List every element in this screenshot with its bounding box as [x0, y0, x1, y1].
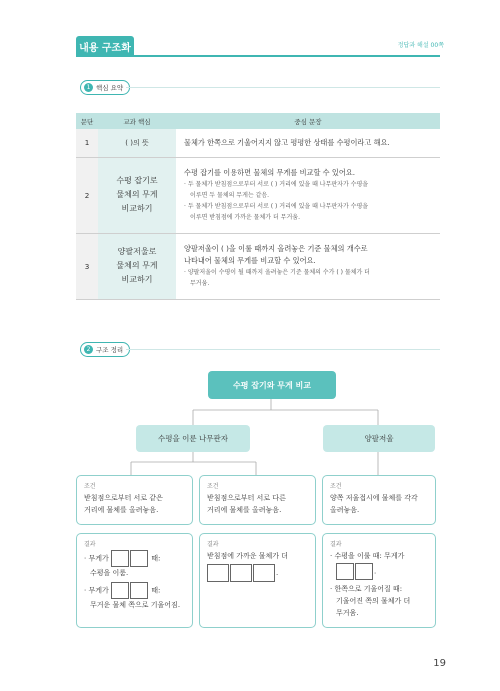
sub-point-cont: 이루면 받침점에 가까운 물체가 더 무거움. — [190, 214, 300, 221]
result-text: · 무게가 — [84, 586, 109, 595]
result-text: 때: — [151, 554, 161, 563]
main-sentence: 양팔저울이 ( )을 이룰 때까지 올려놓은 기준 물체의 개수로 — [184, 244, 368, 253]
result-text: · 무게가 — [84, 554, 109, 563]
condition-card-same-distance — [76, 475, 193, 525]
condition-text: 양쪽 저울접시에 물체를 각각 — [330, 494, 418, 502]
main-sentence: 수평 잡기를 이용하면 물체의 무게를 비교할 수 있어요. — [184, 168, 356, 177]
row-number: 1 — [76, 129, 98, 157]
answer-blank[interactable] — [253, 564, 275, 582]
row-main: 물체가 한쪽으로 기울어지지 않고 평평한 상태를 수평이라고 해요. — [176, 129, 440, 157]
condition-text: 받침점으로부터 서로 같은 — [84, 494, 163, 502]
diagram-right-head: 양팔저울 — [323, 425, 435, 452]
sub-point: · 두 물체가 받침점으로부터 서로 ( ) 거리에 있을 때 나무판자가 수평을 — [184, 203, 369, 210]
row-core-line: 양팔저울로 — [117, 247, 157, 256]
result-text: 때: — [151, 586, 161, 595]
condition-label: 조건 — [207, 483, 219, 490]
result-line — [207, 564, 308, 582]
answer-reference: 정답과 해설 00쪽 — [397, 42, 444, 49]
result-text: . — [276, 569, 279, 577]
result-line — [330, 563, 428, 580]
condition-label: 조건 — [330, 483, 342, 490]
page-number: 19 — [433, 658, 446, 669]
col-header-paragraph: 문단 — [76, 113, 98, 129]
row-core-line: 비교하기 — [121, 275, 153, 284]
row-core-line: 수평 잡기로 — [116, 176, 158, 185]
diagram-top-box: 수평 잡기와 무게 비교 — [208, 371, 336, 399]
section2-number: 2 — [84, 345, 93, 354]
condition-card-balance — [322, 475, 436, 525]
result-card-same-distance — [76, 533, 193, 628]
answer-blank[interactable] — [130, 582, 148, 599]
row-core-line: 비교하기 — [121, 204, 153, 213]
sub-point: · 두 물체가 받침점으로부터 서로 ( ) 거리에 있을 때 나무판자가 수평을 — [184, 181, 369, 188]
condition-label: 조건 — [84, 483, 96, 490]
row-number: 2 — [76, 157, 98, 233]
condition-text: 올려놓음. — [330, 506, 360, 514]
result-text: 받침점에 가까운 물체가 더 — [207, 552, 289, 560]
answer-blank[interactable] — [355, 563, 373, 580]
sub-point: · 양팔저울이 수평이 될 때까지 올려놓은 기준 물체의 수가 ( ) 물체가 더 — [184, 269, 370, 276]
result-label: 결과 — [207, 541, 219, 548]
answer-blank[interactable] — [130, 550, 148, 567]
result-card-balance — [322, 533, 436, 628]
diagram-left-head: 수평을 이룬 나무판자 — [136, 425, 250, 452]
row-core-line: 물체의 무게 — [116, 190, 158, 199]
result-text: 무거움. — [336, 609, 359, 617]
sub-point-cont: 이루면 두 물체의 무게는 같음. — [190, 192, 270, 199]
condition-text: 받침점으로부터 서로 다른 — [207, 494, 286, 502]
result-text: 수평을 이룸. — [90, 569, 129, 577]
row-number: 3 — [76, 233, 98, 299]
section1-number: 1 — [84, 83, 93, 92]
answer-blank[interactable] — [207, 564, 229, 582]
result-text: 무거운 물체 쪽으로 기울어짐. — [90, 601, 181, 609]
result-text: · 한쪽으로 기울어질 때: — [330, 585, 403, 593]
condition-card-different-distance — [199, 475, 316, 525]
result-line — [84, 550, 185, 567]
col-header-main: 중심 문장 — [176, 113, 440, 129]
section1-title: 핵심 요약 — [96, 84, 124, 92]
answer-blank[interactable] — [111, 582, 129, 599]
result-text: 기울어진 쪽의 물체가 더 — [336, 597, 411, 605]
result-text: . — [374, 567, 377, 576]
row-core-line: 물체의 무게 — [116, 261, 158, 270]
result-text: · 수평을 이룰 때: 무게가 — [330, 552, 405, 560]
result-label: 결과 — [84, 541, 96, 548]
answer-blank[interactable] — [111, 550, 129, 567]
section2-title: 구조 정리 — [96, 346, 124, 354]
answer-blank[interactable] — [230, 564, 252, 582]
main-sentence-cont: 나타내어 물체의 무게를 비교할 수 있어요. — [184, 256, 316, 265]
row-core: ( )의 뜻 — [98, 129, 176, 157]
result-line — [84, 582, 185, 599]
result-label: 결과 — [330, 541, 342, 548]
result-card-different-distance — [199, 533, 316, 628]
answer-blank[interactable] — [336, 563, 354, 580]
condition-text: 거리에 물체를 올려놓음. — [84, 506, 159, 514]
condition-text: 거리에 물체를 올려놓음. — [207, 506, 282, 514]
sub-point-cont: 무거움. — [190, 280, 210, 287]
section-tab-label: 내용 구조화 — [79, 42, 131, 54]
col-header-core: 교과 핵심 — [98, 113, 176, 129]
